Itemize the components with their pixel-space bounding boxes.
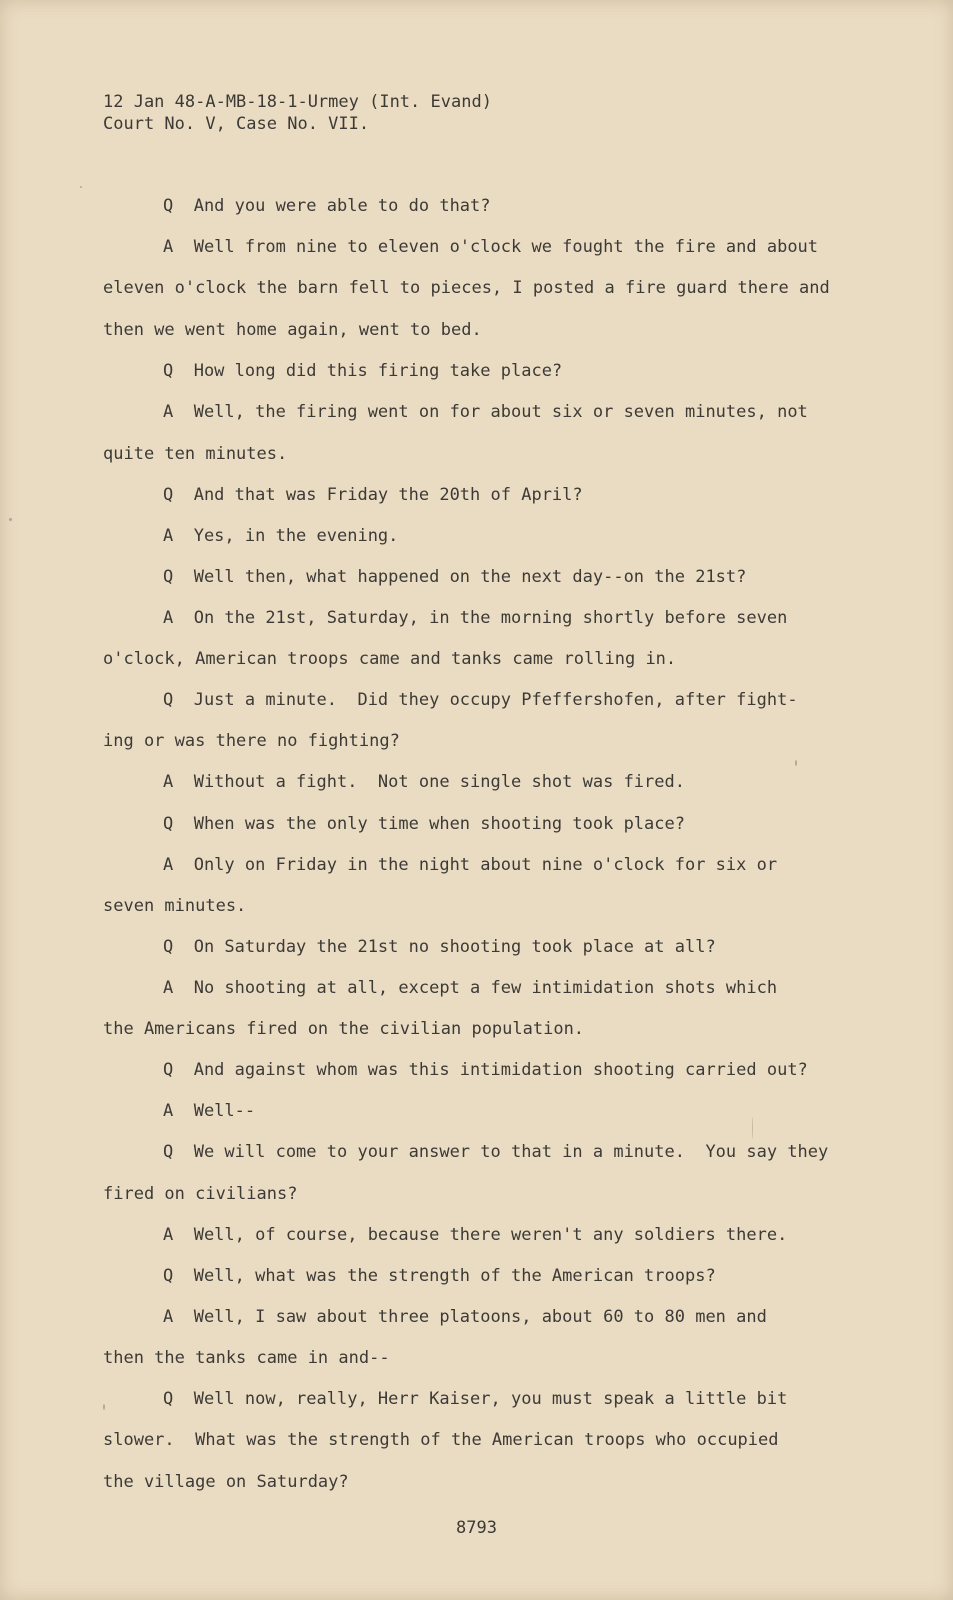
transcript-line: A Well, of course, because there weren't any soldiers there. (163, 1225, 788, 1245)
transcript-line: A Well, the firing went on for about six or seven minutes, not (163, 402, 808, 422)
transcript-line: Q We will come to your answer to that in a minute. You say they (163, 1142, 829, 1162)
transcript-line: ing or was there no fighting? (103, 731, 400, 751)
transcript-line: fired on civilians? (103, 1184, 298, 1204)
paper-speck (9, 518, 12, 521)
transcript-line: Q And against whom was this intimidation shooting carried out? (163, 1060, 808, 1080)
transcript-line: A Well from nine to eleven o'clock we fought the fire and about (163, 237, 819, 257)
transcript-line: A No shooting at all, except a few intimidation shots which (163, 978, 778, 998)
transcript-line: the Americans fired on the civilian population. (103, 1019, 585, 1039)
transcript-line: A Only on Friday in the night about nine o'clock for six or (163, 855, 778, 875)
transcript-line: then the tanks came in and-- (103, 1348, 390, 1368)
transcript-line: Q Well now, really, Herr Kaiser, you must speak a little bit (163, 1389, 788, 1409)
transcript-line: Q How long did this firing take place? (163, 361, 563, 381)
transcript-line: A Without a fight. Not one single shot was fired. (163, 772, 685, 792)
transcript-line: Q And you were able to do that? (163, 196, 491, 216)
paper-speck (752, 1117, 753, 1139)
header-line-2: Court No. V, Case No. VII. (103, 114, 370, 134)
paper-speck (80, 186, 82, 188)
transcript-line: A Yes, in the evening. (163, 526, 399, 546)
transcript-line: A Well-- (163, 1101, 256, 1121)
transcript-line: seven minutes. (103, 896, 247, 916)
transcript-line: Q Well then, what happened on the next day--on the 21st? (163, 567, 747, 587)
transcript-line: then we went home again, went to bed. (103, 320, 482, 340)
transcript-line: A On the 21st, Saturday, in the morning shortly before seven (163, 608, 788, 628)
paper-speck (795, 760, 797, 766)
page-number: 8793 (456, 1518, 497, 1538)
header-line-1: 12 Jan 48-A-MB-18-1-Urmey (Int. Evand) (103, 92, 492, 112)
transcript-line: Q Just a minute. Did they occupy Pfeffershofen, after fight- (163, 690, 798, 710)
transcript-line: Q Well, what was the strength of the American troops? (163, 1266, 716, 1286)
transcript-line: A Well, I saw about three platoons, about 60 to 80 men and (163, 1307, 767, 1327)
transcript-line: quite ten minutes. (103, 444, 288, 464)
transcript-line: the village on Saturday? (103, 1472, 349, 1492)
transcript-line: eleven o'clock the barn fell to pieces, I posted a fire guard there and (103, 278, 830, 298)
transcript-line: Q When was the only time when shooting took place? (163, 814, 685, 834)
transcript-line: Q And that was Friday the 20th of April? (163, 485, 583, 505)
transcript-line: slower. What was the strength of the American troops who occupied (103, 1430, 779, 1450)
transcript-line: Q On Saturday the 21st no shooting took place at all? (163, 937, 716, 957)
transcript-line: o'clock, American troops came and tanks came rolling in. (103, 649, 677, 669)
paper-speck (103, 1404, 105, 1410)
